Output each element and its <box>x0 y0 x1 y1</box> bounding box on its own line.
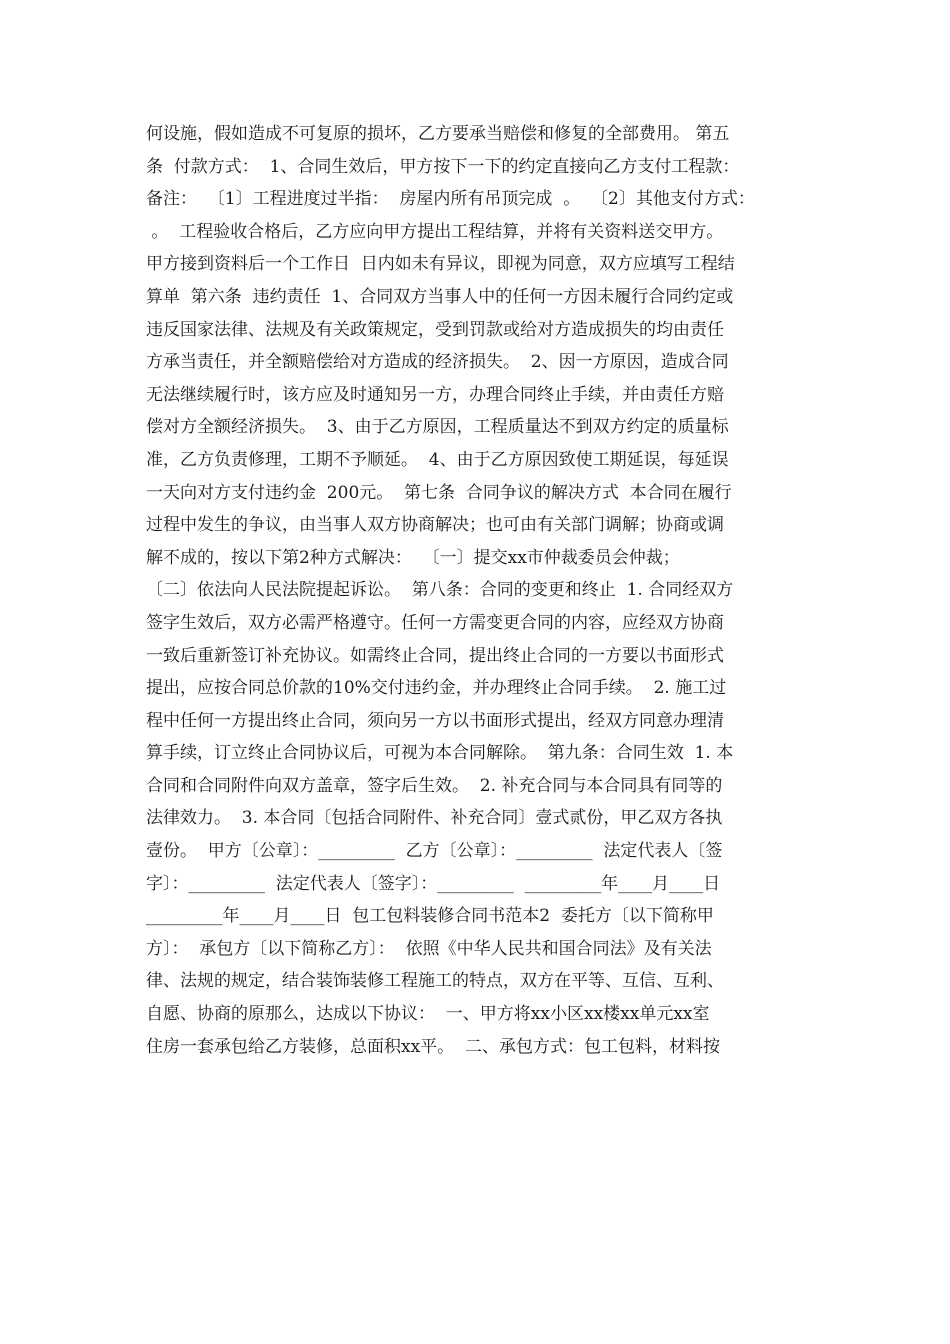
document-body <box>146 118 808 1063</box>
text-line: 合同和合同附件向双方盖章，签字后生效。 2. 补充合同与本合同具有同等的 <box>146 775 723 796</box>
text-line: 条 付款方式： 1、合同生效后，甲方按下一下的约定直接向乙方支付工程款： <box>146 156 740 177</box>
text-line: 字〕：_________ 法定代表人〔签字〕：_________ _________年____月____日 <box>146 873 721 894</box>
text-line: 法律效力。 3. 本合同〔包括合同附件、补充合同〕壹式贰份，甲乙双方各执 <box>146 808 723 829</box>
text-line: 一致后重新签订补充协议。如需终止合同，提出终止合同的一方要以书面形式 <box>146 645 724 666</box>
text-line: 。 工程验收合格后，乙方应向甲方提出工程结算，并将有关资料送交甲方。 <box>146 221 724 242</box>
text-line: 解不成的，按以下第2种方式解决： 〔一〕提交xx市仲裁委员会仲裁； <box>146 547 680 568</box>
text-line: 算单 第六条 违约责任 1、合同双方当事人中的任何一方因未履行合同约定或 <box>146 286 734 307</box>
text-line: 无法继续履行时，该方应及时通知另一方，办理合同终止手续，并由责任方赔 <box>146 384 724 405</box>
text-line: 签字生效后，双方必需严格遵守。任何一方需变更合同的内容，应经双方协商 <box>146 612 724 633</box>
text-line: 方〕： 承包方〔以下简称乙方〕： 依照《中华人民共和国合同法》及有关法 <box>146 938 712 959</box>
text-line: 备注： 〔1〕工程进度过半指： 房屋内所有吊顶完成 。 〔2〕其他支付方式： <box>146 189 755 210</box>
text-line: 甲方接到资料后一个工作日 日内如未有异议，即视为同意，双方应填写工程结 <box>146 254 735 275</box>
text-line: 方承当责任，并全额赔偿给对方造成的经济损失。 2、因一方原因，造成合同 <box>146 352 729 373</box>
text-line: 提出，应按合同总价款的10%交付违约金，并办理终止合同手续。 2. 施工过 <box>146 678 727 699</box>
text-line: 违反国家法律、法规及有关政策规定，受到罚款或给对方造成损失的均由责任 <box>146 319 724 340</box>
text-line: 自愿、协商的原那么，达成以下协议： 一、甲方将xx小区xx楼xx单元xx室 <box>146 1004 710 1025</box>
text-line: 〔二〕依法向人民法院提起诉讼。 第八条：合同的变更和终止 1. 合同经双方 <box>146 580 734 601</box>
text-line: 壹份。 甲方〔公章〕：_________ 乙方〔公章〕：_________ 法定代表人〔签 <box>146 841 723 862</box>
text-line: 过程中发生的争议，由当事人双方协商解决；也可由有关部门调解；协商或调 <box>146 515 724 536</box>
text-line: _________年____月____日 包工包料装修合同书范本2 委托方〔以下简称甲 <box>146 906 714 927</box>
text-line: 一天向对方支付违约金 200元。 第七条 合同争议的解决方式 本合同在履行 <box>146 482 732 503</box>
text-line: 住房一套承包给乙方装修，总面积xx平。 二、承包方式：包工包料，材料按 <box>146 1036 720 1057</box>
text-line: 偿对方全额经济损失。 3、由于乙方原因，工程质量达不到双方约定的质量标 <box>146 417 729 438</box>
text-line: 算手续，订立终止合同协议后，可视为本合同解除。 第九条：合同生效 1. 本 <box>146 743 734 764</box>
text-line: 程中任何一方提出终止合同，须向另一方以书面形式提出，经双方同意办理清 <box>146 710 724 731</box>
text-line: 何设施，假如造成不可复原的损坏，乙方要承当赔偿和修复的全部费用。 第五 <box>146 124 730 144</box>
text-line: 律、法规的规定，结合装饰装修工程施工的特点，双方在平等、互信、互利、 <box>146 971 724 992</box>
text-line: 准，乙方负责修理，工期不予顺延。 4、由于乙方原因致使工期延误，每延误 <box>146 449 729 470</box>
